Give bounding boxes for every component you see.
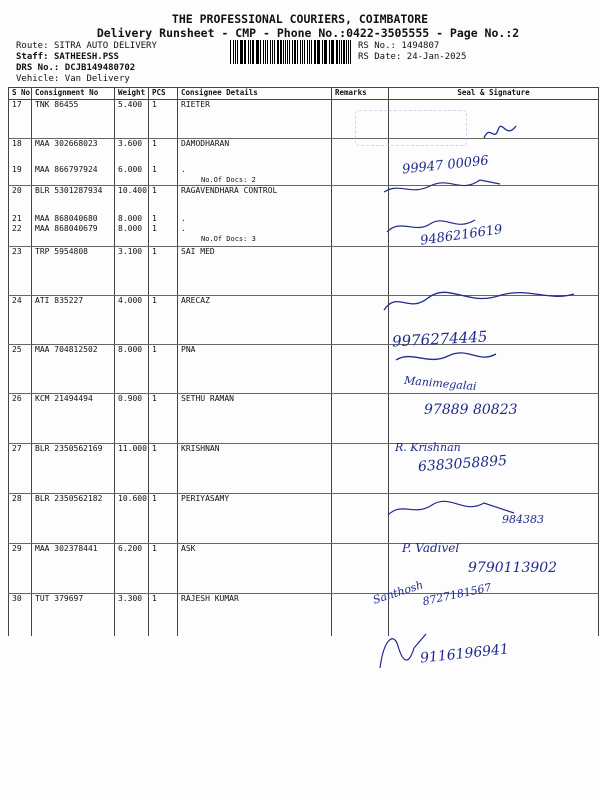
row-consignment-text: MAA 302668023 bbox=[35, 139, 98, 148]
row-consignment-text: MAA 868040680 bbox=[35, 214, 98, 223]
docs-count-note: No.Of Docs: 2 bbox=[201, 176, 256, 184]
signature-mark-5 bbox=[392, 346, 502, 368]
signature-mark-1 bbox=[480, 122, 520, 144]
barcode-bar bbox=[297, 40, 298, 64]
row-consignee-text: RAGAVENDHARA CONTROL bbox=[181, 186, 278, 195]
row-pcs-text: 1 bbox=[152, 444, 157, 453]
row-sno-text: 24 bbox=[12, 296, 22, 305]
row-sno bbox=[9, 247, 32, 296]
signature-phone-6: 984383 bbox=[502, 513, 544, 526]
row-weight bbox=[115, 224, 149, 247]
barcode-bar bbox=[292, 40, 293, 64]
row-pcs-text: 1 bbox=[152, 224, 157, 233]
col-consignee: Consignee Details bbox=[178, 88, 332, 100]
row-pcs bbox=[149, 186, 178, 215]
row-consignment bbox=[32, 247, 115, 296]
staff-label: Staff: bbox=[16, 52, 49, 62]
row-sno-text: 28 bbox=[12, 494, 22, 503]
row-pcs-text: 1 bbox=[152, 214, 157, 223]
row-consignment bbox=[32, 214, 115, 224]
row-consignment bbox=[32, 494, 115, 544]
row-sno bbox=[9, 214, 32, 224]
barcode-bar bbox=[322, 40, 323, 64]
row-consignment-text: MAA 866797924 bbox=[35, 165, 98, 174]
row-weight bbox=[115, 494, 149, 544]
row-consignment-text: KCM 21494494 bbox=[35, 394, 93, 403]
row-weight-text: 11.000 bbox=[118, 444, 147, 453]
signature-phone-7: 9790113902 bbox=[468, 560, 558, 576]
row-consignee bbox=[178, 214, 332, 224]
table-header-row bbox=[9, 88, 599, 100]
signature-phone-2: 9486216619 bbox=[419, 222, 504, 249]
row-weight-text: 0.900 bbox=[118, 394, 143, 403]
row-sno-text: 17 bbox=[12, 100, 22, 109]
row-consignment bbox=[32, 345, 115, 394]
row-pcs-text: 1 bbox=[152, 186, 157, 195]
barcode-bar bbox=[250, 40, 251, 64]
row-remarks bbox=[332, 494, 389, 544]
barcode-bar bbox=[350, 40, 351, 64]
rs-no-label: RS No.: bbox=[358, 41, 396, 51]
row-pcs-text: 1 bbox=[152, 139, 157, 148]
row-pcs bbox=[149, 165, 178, 186]
row-weight bbox=[115, 247, 149, 296]
row-remarks bbox=[332, 394, 389, 444]
vehicle-line bbox=[16, 74, 130, 84]
row-pcs bbox=[149, 544, 178, 594]
barcode-bar bbox=[289, 40, 290, 64]
signature-name-3: P. Vadivel bbox=[402, 541, 460, 555]
barcode-bar bbox=[311, 40, 312, 64]
row-weight bbox=[115, 345, 149, 394]
barcode-bar bbox=[343, 40, 344, 64]
staff-line bbox=[16, 52, 119, 62]
row-consignment-text: TUT 379697 bbox=[35, 594, 84, 603]
row-consignee bbox=[178, 186, 332, 215]
row-weight-text: 3.100 bbox=[118, 247, 143, 256]
row-sno bbox=[9, 165, 32, 186]
row-pcs bbox=[149, 444, 178, 494]
row-weight bbox=[115, 214, 149, 224]
row-consignee bbox=[178, 394, 332, 444]
drs-barcode bbox=[230, 40, 352, 64]
row-consignment bbox=[32, 296, 115, 345]
row-consignment bbox=[32, 594, 115, 637]
row-sno bbox=[9, 494, 32, 544]
row-consignee-text: RAJESH KUMAR bbox=[181, 594, 239, 603]
row-consignee-text: . bbox=[181, 165, 186, 174]
row-remarks bbox=[332, 214, 389, 224]
table-row bbox=[9, 394, 599, 444]
row-signature bbox=[389, 394, 599, 444]
row-pcs bbox=[149, 494, 178, 544]
col-pcs: PCS bbox=[149, 88, 178, 100]
row-consignee bbox=[178, 544, 332, 594]
row-weight-text: 5.400 bbox=[118, 100, 143, 109]
table-row bbox=[9, 594, 599, 637]
row-pcs bbox=[149, 214, 178, 224]
row-weight bbox=[115, 544, 149, 594]
row-weight bbox=[115, 296, 149, 345]
row-weight-text: 6.200 bbox=[118, 544, 143, 553]
signature-mark-4 bbox=[378, 286, 578, 316]
row-consignment bbox=[32, 165, 115, 186]
vehicle-value: Van Delivery bbox=[64, 74, 130, 84]
row-weight-text: 6.000 bbox=[118, 165, 143, 174]
table-row bbox=[9, 214, 599, 224]
barcode-bar bbox=[277, 40, 279, 64]
row-pcs bbox=[149, 296, 178, 345]
row-weight bbox=[115, 186, 149, 215]
barcode-bar bbox=[245, 40, 246, 64]
row-sno bbox=[9, 186, 32, 215]
barcode-bar bbox=[248, 40, 249, 64]
drs-line bbox=[16, 63, 135, 73]
row-sno bbox=[9, 394, 32, 444]
barcode-bar bbox=[235, 40, 236, 64]
col-sno: S No bbox=[9, 88, 32, 100]
row-sno bbox=[9, 296, 32, 345]
row-consignee-text: KRISHNAN bbox=[181, 444, 220, 453]
row-sno-text: 20 bbox=[12, 186, 22, 195]
barcode-bar bbox=[240, 40, 242, 64]
row-sno-text: 22 bbox=[12, 224, 22, 233]
row-pcs-text: 1 bbox=[152, 296, 157, 305]
row-pcs-text: 1 bbox=[152, 394, 157, 403]
row-sno bbox=[9, 100, 32, 139]
rs-date-label: RS Date: bbox=[358, 52, 402, 62]
row-consignment bbox=[32, 224, 115, 247]
row-consignment-text: MAA 704812502 bbox=[35, 345, 98, 354]
row-remarks bbox=[332, 224, 389, 247]
row-consignee-text: . bbox=[181, 214, 186, 223]
signature-phone-5: 6383058895 bbox=[417, 452, 508, 476]
barcode-bar bbox=[336, 40, 338, 64]
row-weight bbox=[115, 444, 149, 494]
signature-phone-4: 97889 80823 bbox=[424, 402, 518, 418]
row-consignee bbox=[178, 444, 332, 494]
row-consignment bbox=[32, 444, 115, 494]
drs-label: DRS No.: bbox=[16, 63, 60, 73]
vehicle-label: Vehicle: bbox=[16, 74, 60, 84]
row-pcs-text: 1 bbox=[152, 165, 157, 174]
route-label: Route: bbox=[16, 41, 49, 51]
barcode-bar bbox=[257, 40, 259, 64]
row-sno-text: 26 bbox=[12, 394, 22, 403]
barcode-bar bbox=[302, 40, 303, 64]
row-remarks bbox=[332, 345, 389, 394]
row-consignment bbox=[32, 186, 115, 215]
barcode-bar bbox=[280, 40, 281, 64]
row-pcs bbox=[149, 345, 178, 394]
table-row bbox=[9, 345, 599, 394]
row-consignment bbox=[32, 394, 115, 444]
barcode-bar bbox=[346, 40, 347, 64]
row-consignee bbox=[178, 345, 332, 394]
rs-no-line bbox=[358, 41, 439, 51]
row-pcs bbox=[149, 224, 178, 247]
row-pcs bbox=[149, 139, 178, 166]
staff-value: SATHEESH.PSS bbox=[53, 52, 119, 62]
row-sno-text: 29 bbox=[12, 544, 22, 553]
barcode-bar bbox=[348, 40, 349, 64]
row-consignment-text: MAA 302378441 bbox=[35, 544, 98, 553]
row-consignment-text: BLR 2350562182 bbox=[35, 494, 103, 503]
row-consignee-text: ARECAZ bbox=[181, 296, 210, 305]
row-weight-text: 4.000 bbox=[118, 296, 143, 305]
barcode-bar bbox=[233, 40, 234, 64]
barcode-bar bbox=[270, 40, 271, 64]
barcode-bar bbox=[267, 40, 268, 64]
barcode-bar bbox=[265, 40, 266, 64]
signature-phone-3: 9976274445 bbox=[391, 327, 488, 351]
row-consignee bbox=[178, 224, 332, 247]
col-weight: Weight bbox=[115, 88, 149, 100]
row-pcs-text: 1 bbox=[152, 594, 157, 603]
barcode-bar bbox=[341, 40, 342, 64]
row-consignee bbox=[178, 100, 332, 139]
row-sno bbox=[9, 444, 32, 494]
barcode-bar bbox=[244, 40, 245, 64]
drs-value: DCJB149480702 bbox=[64, 63, 136, 73]
seal-stamp bbox=[355, 110, 467, 146]
barcode-bar bbox=[260, 40, 261, 64]
route-value: SITRA AUTO DELIVERY bbox=[53, 41, 157, 51]
barcode-bar bbox=[325, 40, 326, 64]
barcode-bar bbox=[287, 40, 288, 64]
row-weight-text: 3.600 bbox=[118, 139, 143, 148]
barcode-bar bbox=[332, 40, 333, 64]
row-consignee-text: PERIYASAMY bbox=[181, 494, 230, 503]
barcode-bar bbox=[274, 40, 275, 64]
row-sno-text: 21 bbox=[12, 214, 22, 223]
row-sno-text: 23 bbox=[12, 247, 22, 256]
signature-phone-8: 8727181567 bbox=[421, 580, 493, 609]
row-sno bbox=[9, 594, 32, 637]
row-sno bbox=[9, 224, 32, 247]
row-weight bbox=[115, 139, 149, 166]
row-remarks bbox=[332, 544, 389, 594]
row-consignee bbox=[178, 247, 332, 296]
table-row bbox=[9, 165, 599, 186]
row-pcs bbox=[149, 394, 178, 444]
barcode-bar bbox=[324, 40, 325, 64]
docs-count-note: No.Of Docs: 3 bbox=[201, 235, 256, 243]
row-weight-text: 10.400 bbox=[118, 186, 147, 195]
row-consignee bbox=[178, 296, 332, 345]
company-title: THE PROFESSIONAL COURIERS, COIMBATORE bbox=[171, 12, 429, 26]
row-sno-text: 27 bbox=[12, 444, 22, 453]
barcode-bar bbox=[283, 40, 284, 64]
row-consignment-text: ATI 835227 bbox=[35, 296, 84, 305]
barcode-bar bbox=[272, 40, 273, 64]
route-line bbox=[16, 41, 157, 51]
row-weight-text: 8.000 bbox=[118, 345, 143, 354]
row-consignee bbox=[178, 594, 332, 637]
signature-name-2: R. Krishnan bbox=[395, 441, 461, 454]
barcode-bar bbox=[237, 40, 238, 64]
row-weight bbox=[115, 394, 149, 444]
barcode-bar bbox=[317, 40, 318, 64]
table-row bbox=[9, 444, 599, 494]
row-consignee-text: RIETER bbox=[181, 100, 210, 109]
row-pcs-text: 1 bbox=[152, 247, 157, 256]
row-sno bbox=[9, 345, 32, 394]
col-consignment: Consignment No bbox=[32, 88, 115, 100]
barcode-bar bbox=[307, 40, 308, 64]
row-pcs-text: 1 bbox=[152, 544, 157, 553]
row-weight bbox=[115, 100, 149, 139]
barcode-bar bbox=[252, 40, 253, 64]
row-consignee-text: ASK bbox=[181, 544, 196, 553]
barcode-bar bbox=[285, 40, 286, 64]
row-consignee-text: PNA bbox=[181, 345, 196, 354]
row-pcs-text: 1 bbox=[152, 345, 157, 354]
row-consignment-text: MAA 868040679 bbox=[35, 224, 98, 233]
row-consignment bbox=[32, 544, 115, 594]
row-sno-text: 30 bbox=[12, 594, 22, 603]
row-consignee bbox=[178, 494, 332, 544]
row-consignee-text: SAI MED bbox=[181, 247, 215, 256]
row-consignment-text: BLR 2350562169 bbox=[35, 444, 103, 453]
row-consignment bbox=[32, 100, 115, 139]
row-weight-text: 8.000 bbox=[118, 224, 143, 233]
rs-no-value: 1494807 bbox=[401, 41, 440, 51]
barcode-bar bbox=[329, 40, 330, 64]
signature-phone-1: 99947 00096 bbox=[401, 153, 490, 178]
row-pcs-text: 1 bbox=[152, 100, 157, 109]
barcode-bar bbox=[314, 40, 316, 64]
barcode-bar bbox=[331, 40, 332, 64]
row-consignee-text: . bbox=[181, 224, 186, 233]
barcode-bar bbox=[256, 40, 257, 64]
barcode-bar bbox=[300, 40, 301, 64]
row-weight-text: 8.000 bbox=[118, 214, 143, 223]
rs-date-value: 24-Jan-2025 bbox=[406, 52, 467, 62]
row-pcs bbox=[149, 247, 178, 296]
row-consignee bbox=[178, 139, 332, 166]
signature-mark-2 bbox=[380, 172, 510, 200]
row-pcs bbox=[149, 100, 178, 139]
barcode-bar bbox=[304, 40, 305, 64]
table-row bbox=[9, 186, 599, 215]
col-signature: Seal & Signature bbox=[389, 88, 599, 100]
runsheet-subtitle: Delivery Runsheet - CMP - Phone No.:0422-3505555 - Page No.:2 bbox=[96, 26, 520, 40]
barcode-bar bbox=[339, 40, 340, 64]
row-consignee-text: SETHU RAMAN bbox=[181, 394, 234, 403]
barcode-bar bbox=[309, 40, 310, 64]
runsheet-table bbox=[8, 87, 599, 636]
signature-name-4: Santhosh bbox=[371, 578, 425, 607]
row-weight-text: 10.600 bbox=[118, 494, 147, 503]
row-consignment-text: TNK 86455 bbox=[35, 100, 79, 109]
barcode-bar bbox=[263, 40, 264, 64]
row-weight-text: 3.300 bbox=[118, 594, 143, 603]
row-sno bbox=[9, 544, 32, 594]
barcode-bar bbox=[294, 40, 296, 64]
row-consignment-text: BLR 5301287934 bbox=[35, 186, 103, 195]
table-row bbox=[9, 224, 599, 247]
row-sno bbox=[9, 139, 32, 166]
row-remarks bbox=[332, 444, 389, 494]
row-consignment bbox=[32, 139, 115, 166]
row-pcs bbox=[149, 594, 178, 637]
row-pcs-text: 1 bbox=[152, 494, 157, 503]
row-consignment-text: TRP 5954808 bbox=[35, 247, 88, 256]
barcode-bar bbox=[230, 40, 231, 64]
rs-date-line bbox=[358, 52, 466, 62]
row-weight bbox=[115, 594, 149, 637]
col-remarks: Remarks bbox=[332, 88, 389, 100]
barcode-bar bbox=[318, 40, 319, 64]
signature-phone-9: 9116196941 bbox=[419, 641, 510, 667]
row-sno-text: 19 bbox=[12, 165, 22, 174]
row-consignee bbox=[178, 165, 332, 186]
row-sno-text: 18 bbox=[12, 139, 22, 148]
row-sno-text: 25 bbox=[12, 345, 22, 354]
row-weight bbox=[115, 165, 149, 186]
signature-name-1: Manimegalai bbox=[403, 373, 477, 394]
row-consignee-text: DAMODHARAN bbox=[181, 139, 230, 148]
